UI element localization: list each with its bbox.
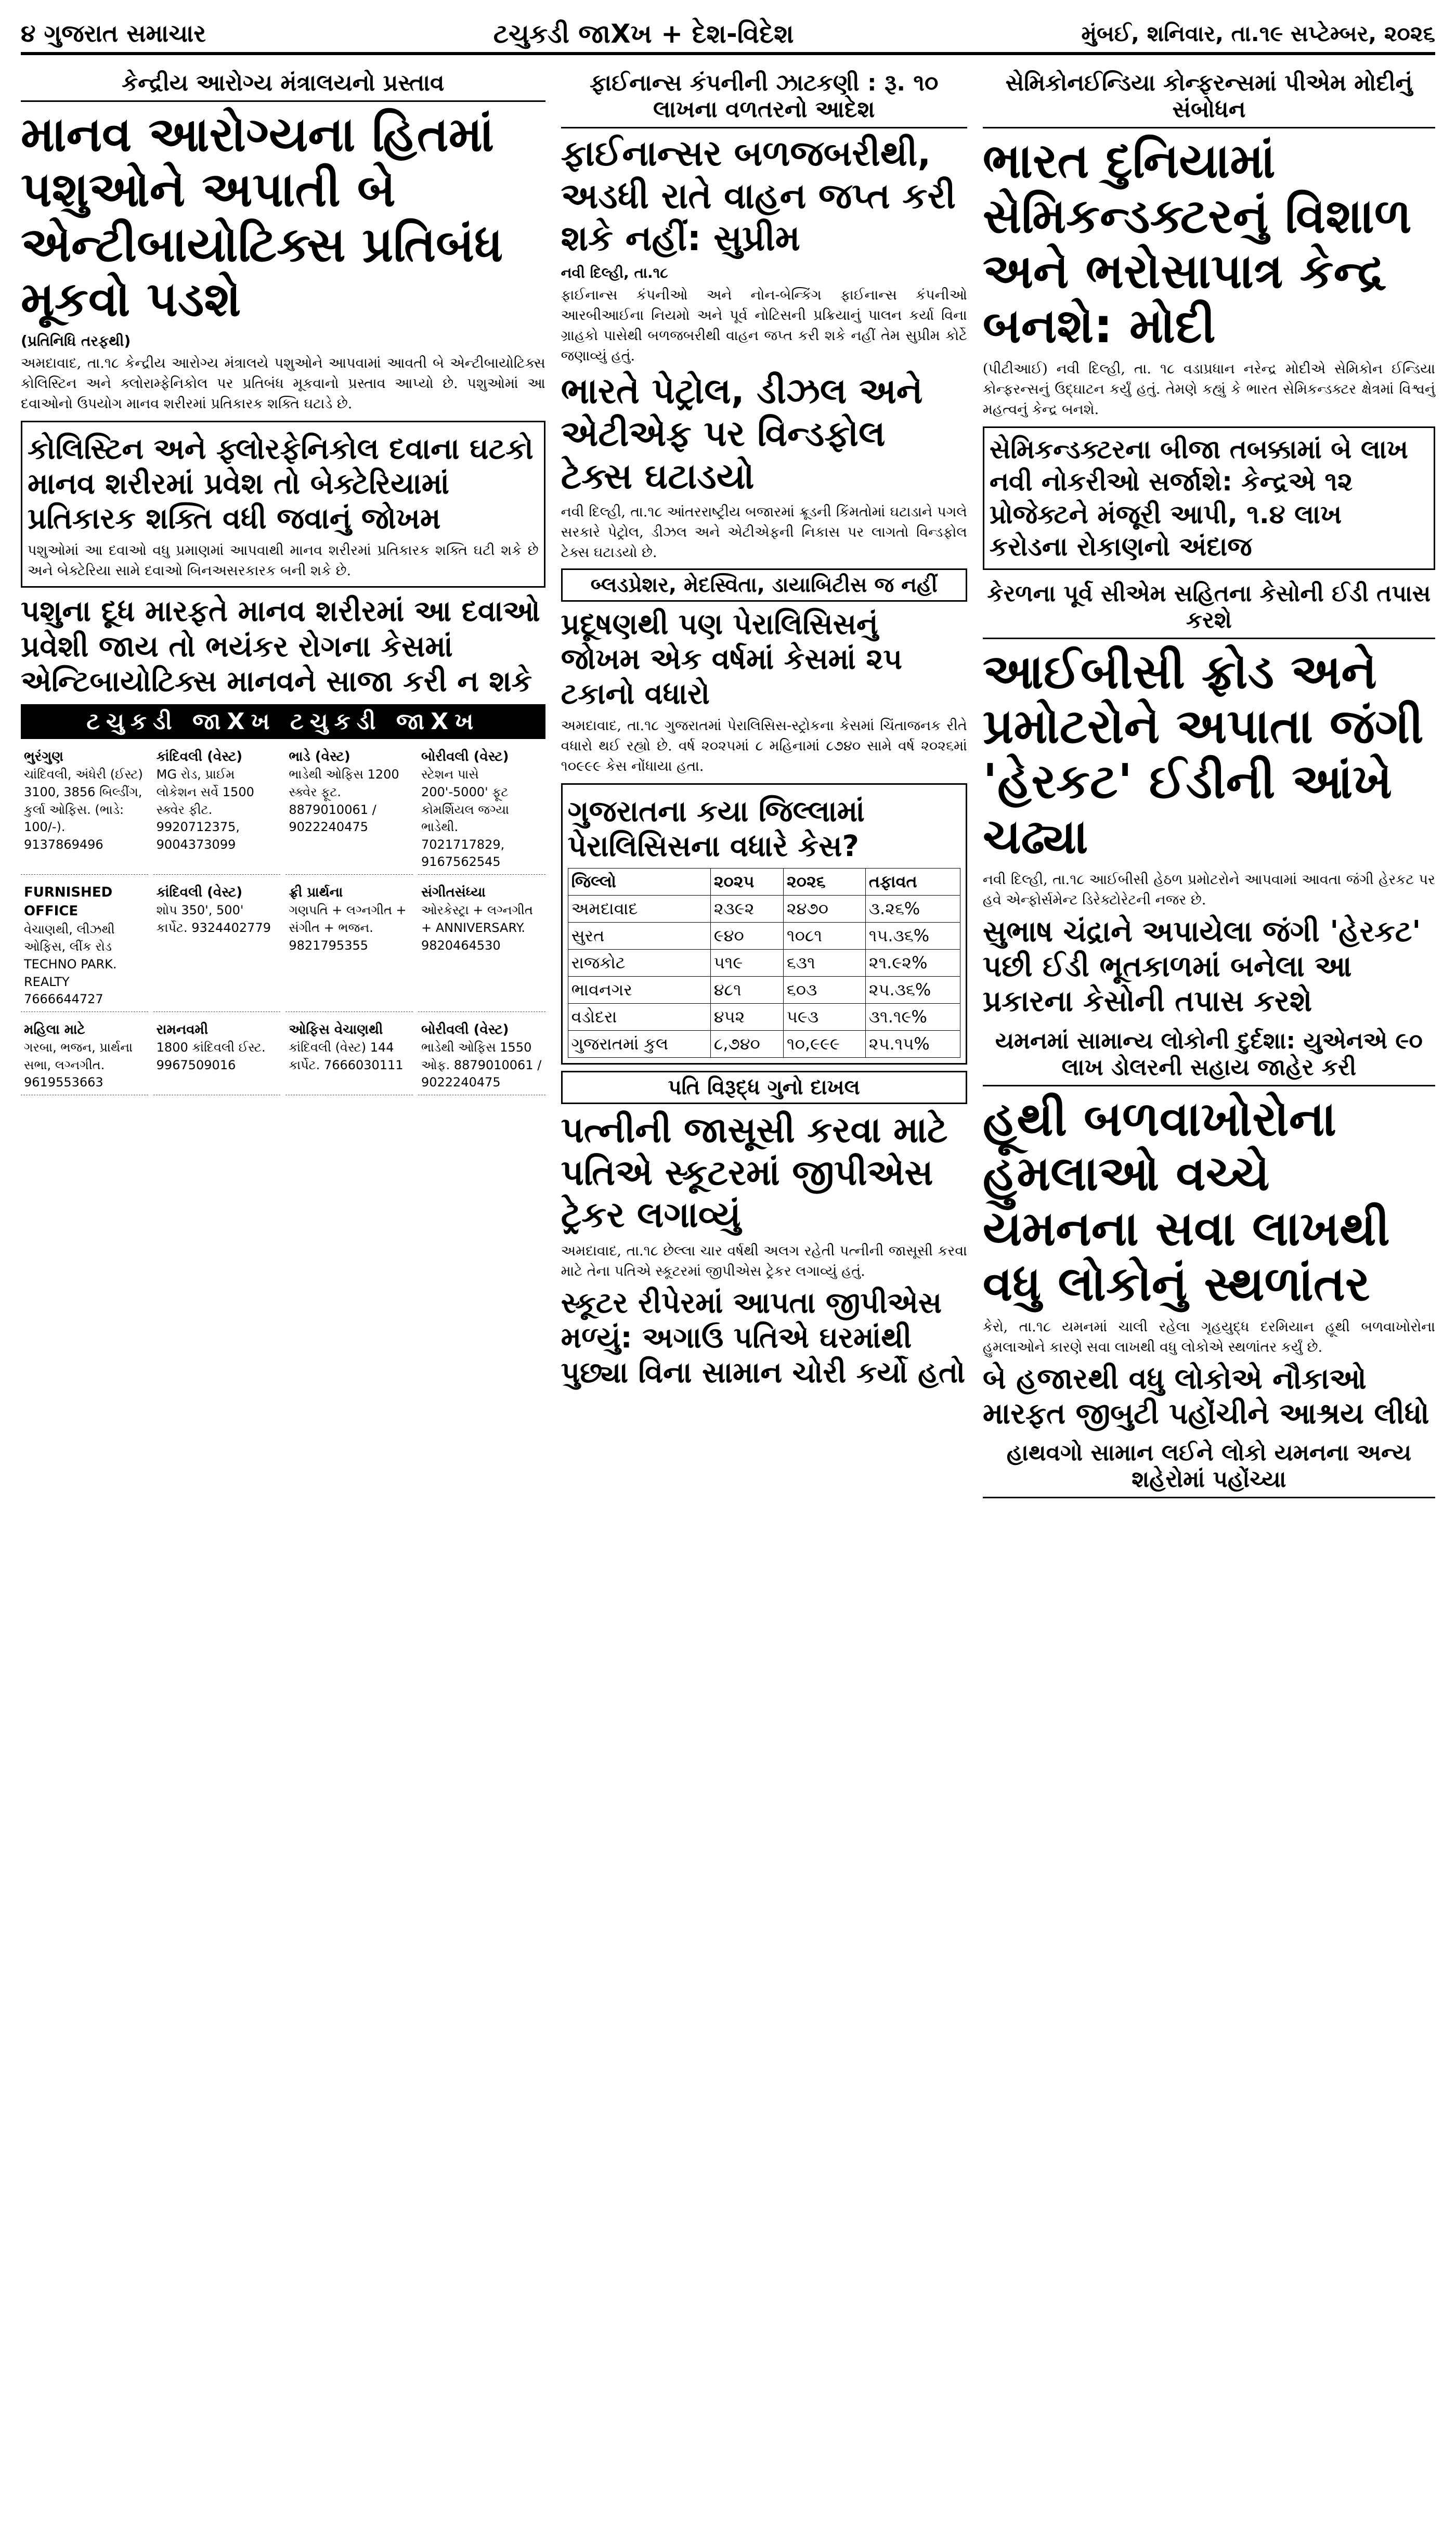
right-column bbox=[983, 66, 1435, 1498]
right-headline-3: હૂથી બળવાખોરોના હુમલાઓ વચ્ચે યમનના સવા લાખથી વધુ લોકોનું સ્થળાંતર bbox=[982, 1091, 1390, 1312]
center-kicker: ફાઈનાન્સ કંપનીની ઝાટકણી : રૂ. ૧૦ લાખના વળતરનો આદેશ bbox=[561, 66, 967, 128]
right-kicker: સેમિકોનઈન્ડિયા કોન્ફરન્સમાં પીએમ મોદીનું સંબોધન bbox=[983, 66, 1435, 128]
left-box-headline: કોલિસ્ટિન અને ફ્લોરફેનિકોલ દવાના ઘટકો માનવ શરીરમાં પ્રવેશ તો બેક્ટેરિયામાં પ્રતિકારક શક્તિ વધી જવાનું જોખમ bbox=[28, 432, 534, 536]
center-body: ફાઈનાન્સ કંપનીઓ અને નોન-બેન્કિંગ ફાઈનાન્સ કંપનીઓ આરબીઆઈના નિયમો અને પૂર્વ નોટિસની પ્રક્રિયાનું પાલન કર્યા વિના ગ્રાહકો પાસેથી બળજબરીથી વાહન જપ્ત કરી શકે નહીં તેમ સુપ્રીમ કોર્ટે જણાવ્યું હતું. bbox=[561, 287, 967, 365]
right-sub-3: બે હજારથી વધુ લોકોએ નૌકાઓ મારફત જીબુટી પહોંચીને આશ્રય લીધો bbox=[982, 1362, 1429, 1431]
classified-ad: FURNISHED OFFICE વેચાણથી, લીઝથી ઓફિસ, લીંક રોડ TECHNO PARK. REALTY 7666644727 bbox=[21, 880, 148, 1012]
table-row: સુરત ૯૪૦ ૧૦૮૧ ૧૫.૩૬% bbox=[568, 922, 960, 949]
center-byline: નવી દિલ્હી, તા.૧૮ bbox=[561, 264, 668, 281]
classified-ad: બોરીવલી (વેસ્ટ) ભાડેથી ઓફિસ 1550 ઓફ. 8879010061 / 9022240475 bbox=[418, 1017, 545, 1095]
page-label: ૪ ગુજરાત સમાચાર bbox=[21, 19, 206, 47]
right-kicker-2: કેરળના પૂર્વ સીએમ સહિતના કેસોની ઈડી તપાસ કરશે bbox=[983, 576, 1435, 639]
table-row: વડોદરા ૪૫૨ ૫૯૩ ૩૧.૧૯% bbox=[568, 1003, 960, 1030]
center-headline-3: પ્રદૂષણથી પણ પેરાલિસિસનું જોખમ એક વર્ષમાં કેસમાં ૨૫ ટકાનો વધારો bbox=[561, 607, 903, 711]
right-kicker-3: યમનમાં સામાન્ય લોકોની દુર્દશા: યુએનએ ૯૦ લાખ ડોલરની સહાય જાહેર કરી bbox=[983, 1023, 1435, 1086]
right-body-2: નવી દિલ્હી, તા.૧૮ આઈબીસી હેઠળ પ્રમોટરોને આપવામાં આવતા જંગી હેરકટ પર હવે એન્ફોર્સમેન્ટ ડિરેક્ટોરેટની નજર છે. bbox=[982, 871, 1435, 908]
classified-bar: ટચુકડી જાXખ ટચુકડી જાXખ bbox=[21, 704, 545, 739]
masthead bbox=[21, 16, 1435, 55]
table-row: અમદાવાદ ૨૩૯૨ ૨૪૭૦ ૩.૨૬% bbox=[568, 895, 960, 922]
center-body-4: અમદાવાદ, તા.૧૮ છેલ્લા ચાર વર્ષથી અલગ રહેતી પત્નીની જાસૂસી કરવા માટે તેના પતિએ સ્કૂટરમાં જીપીએસ ટ્રેકર લગાવ્યું હતું. bbox=[561, 1242, 967, 1279]
classified-ad: બોરીવલી (વેસ્ટ) સ્ટેશન પાસે 200'-5000' ફૂટ કોમર્શિયલ જગ્યા ભાડેથી. 7021717829, 9167562545 bbox=[418, 744, 545, 875]
right-sub: સેમિકન્ડક્ટરના બીજા તબક્કામાં બે લાખ નવી નોકરીઓ સર્જાશે: કેન્દ્રએ ૧૨ પ્રોજેક્ટને મંજૂરી આપી, ૧.૪ લાખ કરોડના રોકાણનો અંદાજ bbox=[983, 426, 1435, 570]
left-column bbox=[21, 66, 545, 1498]
left-box bbox=[21, 421, 545, 588]
table-row: રાજકોટ ૫૧૯ ૬૩૧ ૨૧.૯૨% bbox=[568, 949, 960, 976]
center-headline-4: પત્નીની જાસૂસી કરવા માટે પતિએ સ્કૂટરમાં જીપીએસ ટ્રેકર લગાવ્યું bbox=[561, 1109, 948, 1236]
center-body-2: નવી દિલ્હી, તા.૧૮ આંતરરાષ્ટ્રીય બજારમાં ક્રૂડની કિંમતોમાં ઘટાડાને પગલે સરકારે પેટ્રોલ, ડીઝલ અને એટીએફની નિકાસ પર લાગતો વિન્ડફોલ ટેક્સ ઘટાડયો છે. bbox=[561, 504, 967, 561]
right-body-3: કેરો, તા.૧૮ યમનમાં ચાલી રહેલા ગૃહયુદ્ધ દરમિયાન હૂથી બળવાખોરોના હુમલાઓને કારણે સવા લાખથી વધુ લોકોએ સ્થળાંતર કર્યું છે. bbox=[982, 1318, 1435, 1355]
classified-ad: કાંદિવલી (વેસ્ટ) શોપ 350', 500' કાર્પેટ. 9324402779 bbox=[153, 880, 281, 1012]
classifieds-grid bbox=[21, 744, 545, 1095]
section-title: ટચુકડી જાXખ + દેશ-વિદેશ bbox=[493, 18, 794, 49]
classified-ad: મહિલા માટે ગરબા, ભજન, પ્રાર્થના સભા, લગ્નગીત. 9619553663 bbox=[21, 1017, 148, 1095]
center-kicker-3: બ્લડપ્રેશર, મેદસ્વિતા, ડાયાબિટીસ જ નહીં bbox=[561, 568, 967, 602]
table-row: ગુજરાતમાં કુલ ૮,૭૪૦ ૧૦,૯૯૯ ૨૫.૧૫% bbox=[568, 1030, 960, 1057]
dateline: મુંબઈ, શનિવાર, તા.૧૯ સપ્ટેમ્બર, ૨૦૨૬ bbox=[1081, 21, 1435, 46]
left-callout: પશુના દૂધ મારફતે માનવ શરીરમાં આ દવાઓ પ્રવેશી જાય તો ભયંકર રોગના કેસમાં એન્ટિબાયોટિક્સ માનવને સાજા કરી ન શકે bbox=[21, 594, 540, 698]
left-kicker: કેન્દ્રીય આરોગ્ય મંત્રાલયનો પ્રસ્તાવ bbox=[21, 66, 545, 102]
stats-table: જિલ્લો ૨૦૨૫ ૨૦૨૬ તફાવત અમદાવાદ ૨૩૯૨ ૨૪૭૦ ૩.૨૬% સુરત ૯૪૦ ૧૦૮૧ ૧૫.૩૬% રાજકોટ ૫૧૯ ૬૩૧ ૨૧.૯૨% ભાવનગર ૪૮૧ ૬૦૩ ૨૫.૩૬% વડોદરા ૪૫૨ ૫૯૩ ૩૧.૧૯% ગુજરાતમાં કુલ ૮,૭૪૦ ૧૦,૯૯૯ ૨૫.૧૫% bbox=[568, 868, 960, 1058]
classified-ad: ફ્રી પ્રાર્થના ગણપતિ + લગ્નગીત + સંગીત + ભજન. 9821795355 bbox=[285, 880, 413, 1012]
left-box-body: પશુઓમાં આ દવાઓ વધુ પ્રમાણમાં આપવાથી માનવ શરીરમાં પ્રતિકારક શક્તિ ઘટી શકે છે અને બેક્ટેરિયા સામે દવાઓ બિનઅસરકારક બની શકે છે. bbox=[28, 542, 539, 579]
classified-ad: ભાડે (વેસ્ટ) ભાડેથી ઓફિસ 1200 સ્ક્વેર ફૂટ. 8879010061 / 9022240475 bbox=[285, 744, 413, 875]
stats-box bbox=[561, 783, 967, 1065]
left-body: અમદાવાદ, તા.૧૮ કેન્દ્રીય આરોગ્ય મંત્રાલયે પશુઓને આપવામાં આવતી બે એન્ટીબાયોટિક્સ કોલિસ્ટિન અને ક્લોરામ્ફેનિકોલ પર પ્રતિબંધ મૂકવાનો પ્રસ્તાવ આપ્યો છે. પશુઓમાં આ દવાઓનો ઉપયોગ માનવ શરીરમાં પ્રતિકારક શક્તિ ઘટાડે છે. bbox=[21, 355, 545, 412]
classified-ad: ઓફિસ વેચાણથી કાંદિવલી (વેસ્ટ) 144 કાર્પેટ. 7666030111 bbox=[285, 1017, 413, 1095]
stats-title: ગુજરાતના કયા જિલ્લામાં પેરાલિસિસના વધારે કેસ? bbox=[567, 794, 865, 863]
center-headline: ફાઈનાન્સર બળજબરીથી, અડધી રાતે વાહન જપ્ત કરી શકે નહીં: સુપ્રીમ bbox=[561, 133, 956, 260]
center-kicker-4: પતિ વિરૂદ્ધ ગુનો દાખલ bbox=[561, 1071, 967, 1104]
classified-ad: રામનવમી 1800 કાંદિવલી ઈસ્ટ. 9967509016 bbox=[153, 1017, 281, 1095]
right-headline-2: આઈબીસી ફ્રોડ અને પ્રમોટરોને અપાતા જંગી 'હેરકટ' ઈડીની આંખે ચઢ્યા bbox=[982, 643, 1424, 864]
right-sub-2: સુભાષ ચંદ્રાને અપાયેલા જંગી 'હેરકટ' પછી ઈડી ભૂતકાળમાં બનેલા આ પ્રકારના કેસોની તપાસ કરશે bbox=[982, 915, 1421, 1019]
center-body-3: અમદાવાદ, તા.૧૮ ગુજરાતમાં પેરાલિસિસ-સ્ટ્રોકના કેસમાં ચિંતાજનક રીતે વધારો થઈ રહ્યો છે. વર્ષ ૨૦૨૫માં ૮ મહિનામાં ૮૭૪૦ સામે વર્ષ ૨૦૨૬માં ૧૦૯૯૯ કેસ નોંધાયા હતા. bbox=[561, 718, 967, 775]
table-row: ભાવનગર ૪૮૧ ૬૦૩ ૨૫.૩૬% bbox=[568, 976, 960, 1003]
right-headline: ભારત દુનિયામાં સેમિકન્ડક્ટરનું વિશાળ અને ભરોસાપાત્ર કેન્દ્ર બનશે: મોદી bbox=[982, 133, 1412, 354]
center-headline-2: ભારતે પેટ્રોલ, ડીઝલ અને એટીએફ પર વિન્ડફોલ ટેક્સ ઘટાડયો bbox=[561, 371, 923, 497]
center-column bbox=[561, 66, 967, 1498]
right-footer: હાથવગો સામાન લઈને લોકો યમનના અન્ય શહેરોમાં પહોંચ્યા bbox=[983, 1435, 1435, 1498]
columns bbox=[21, 66, 1435, 1498]
classified-ad: કાંદિવલી (વેસ્ટ) MG રોડ, પ્રાઈમ લોકેશન સર્વે 1500 સ્ક્વેર ફીટ. 9920712375, 9004373099 bbox=[153, 744, 281, 875]
classified-ad: સંગીતસંધ્યા ઓરકેસ્ટ્રા + લગ્નગીત + ANNIVERSARY. 9820464530 bbox=[418, 880, 545, 1012]
left-headline: માનવ આરોગ્યના હિતમાં પશુઓને અપાતી બે એન્ટીબાયોટિક્સ પ્રતિબંધ મૂકવો પડશે bbox=[21, 107, 503, 328]
left-byline: (પ્રતિનિધિ તરફથી) bbox=[21, 332, 131, 350]
classified-ad: ભુરંગુણ ચાંદિવલી, અંધેરી (ઈસ્ટ) 3100, 3856 બિલ્ડીંગ, કુર્લા ઓફિસ. (ભાડે: 100/-). 9137869496 bbox=[21, 744, 148, 875]
center-sub-4: સ્કૂટર રીપેરમાં આપતા જીપીએસ મળ્યું: અગાઉ પતિએ ઘરમાંથી પુછ્યા વિના સામાન ચોરી કર્યો હતો bbox=[561, 1286, 966, 1390]
right-body: (પીટીઆઈ) નવી દિલ્હી, તા. ૧૮ વડાપ્રધાન નરેન્દ્ર મોદીએ સેમિકોન ઈન્ડિયા કોન્ફરન્સનું ઉદ્ઘાટન કર્યું હતું. તેમણે કહ્યું કે ભારત સેમિકન્ડક્ટર ક્ષેત્રમાં વિશ્વનું મહત્વનું કેન્દ્ર બનશે. bbox=[982, 361, 1435, 418]
